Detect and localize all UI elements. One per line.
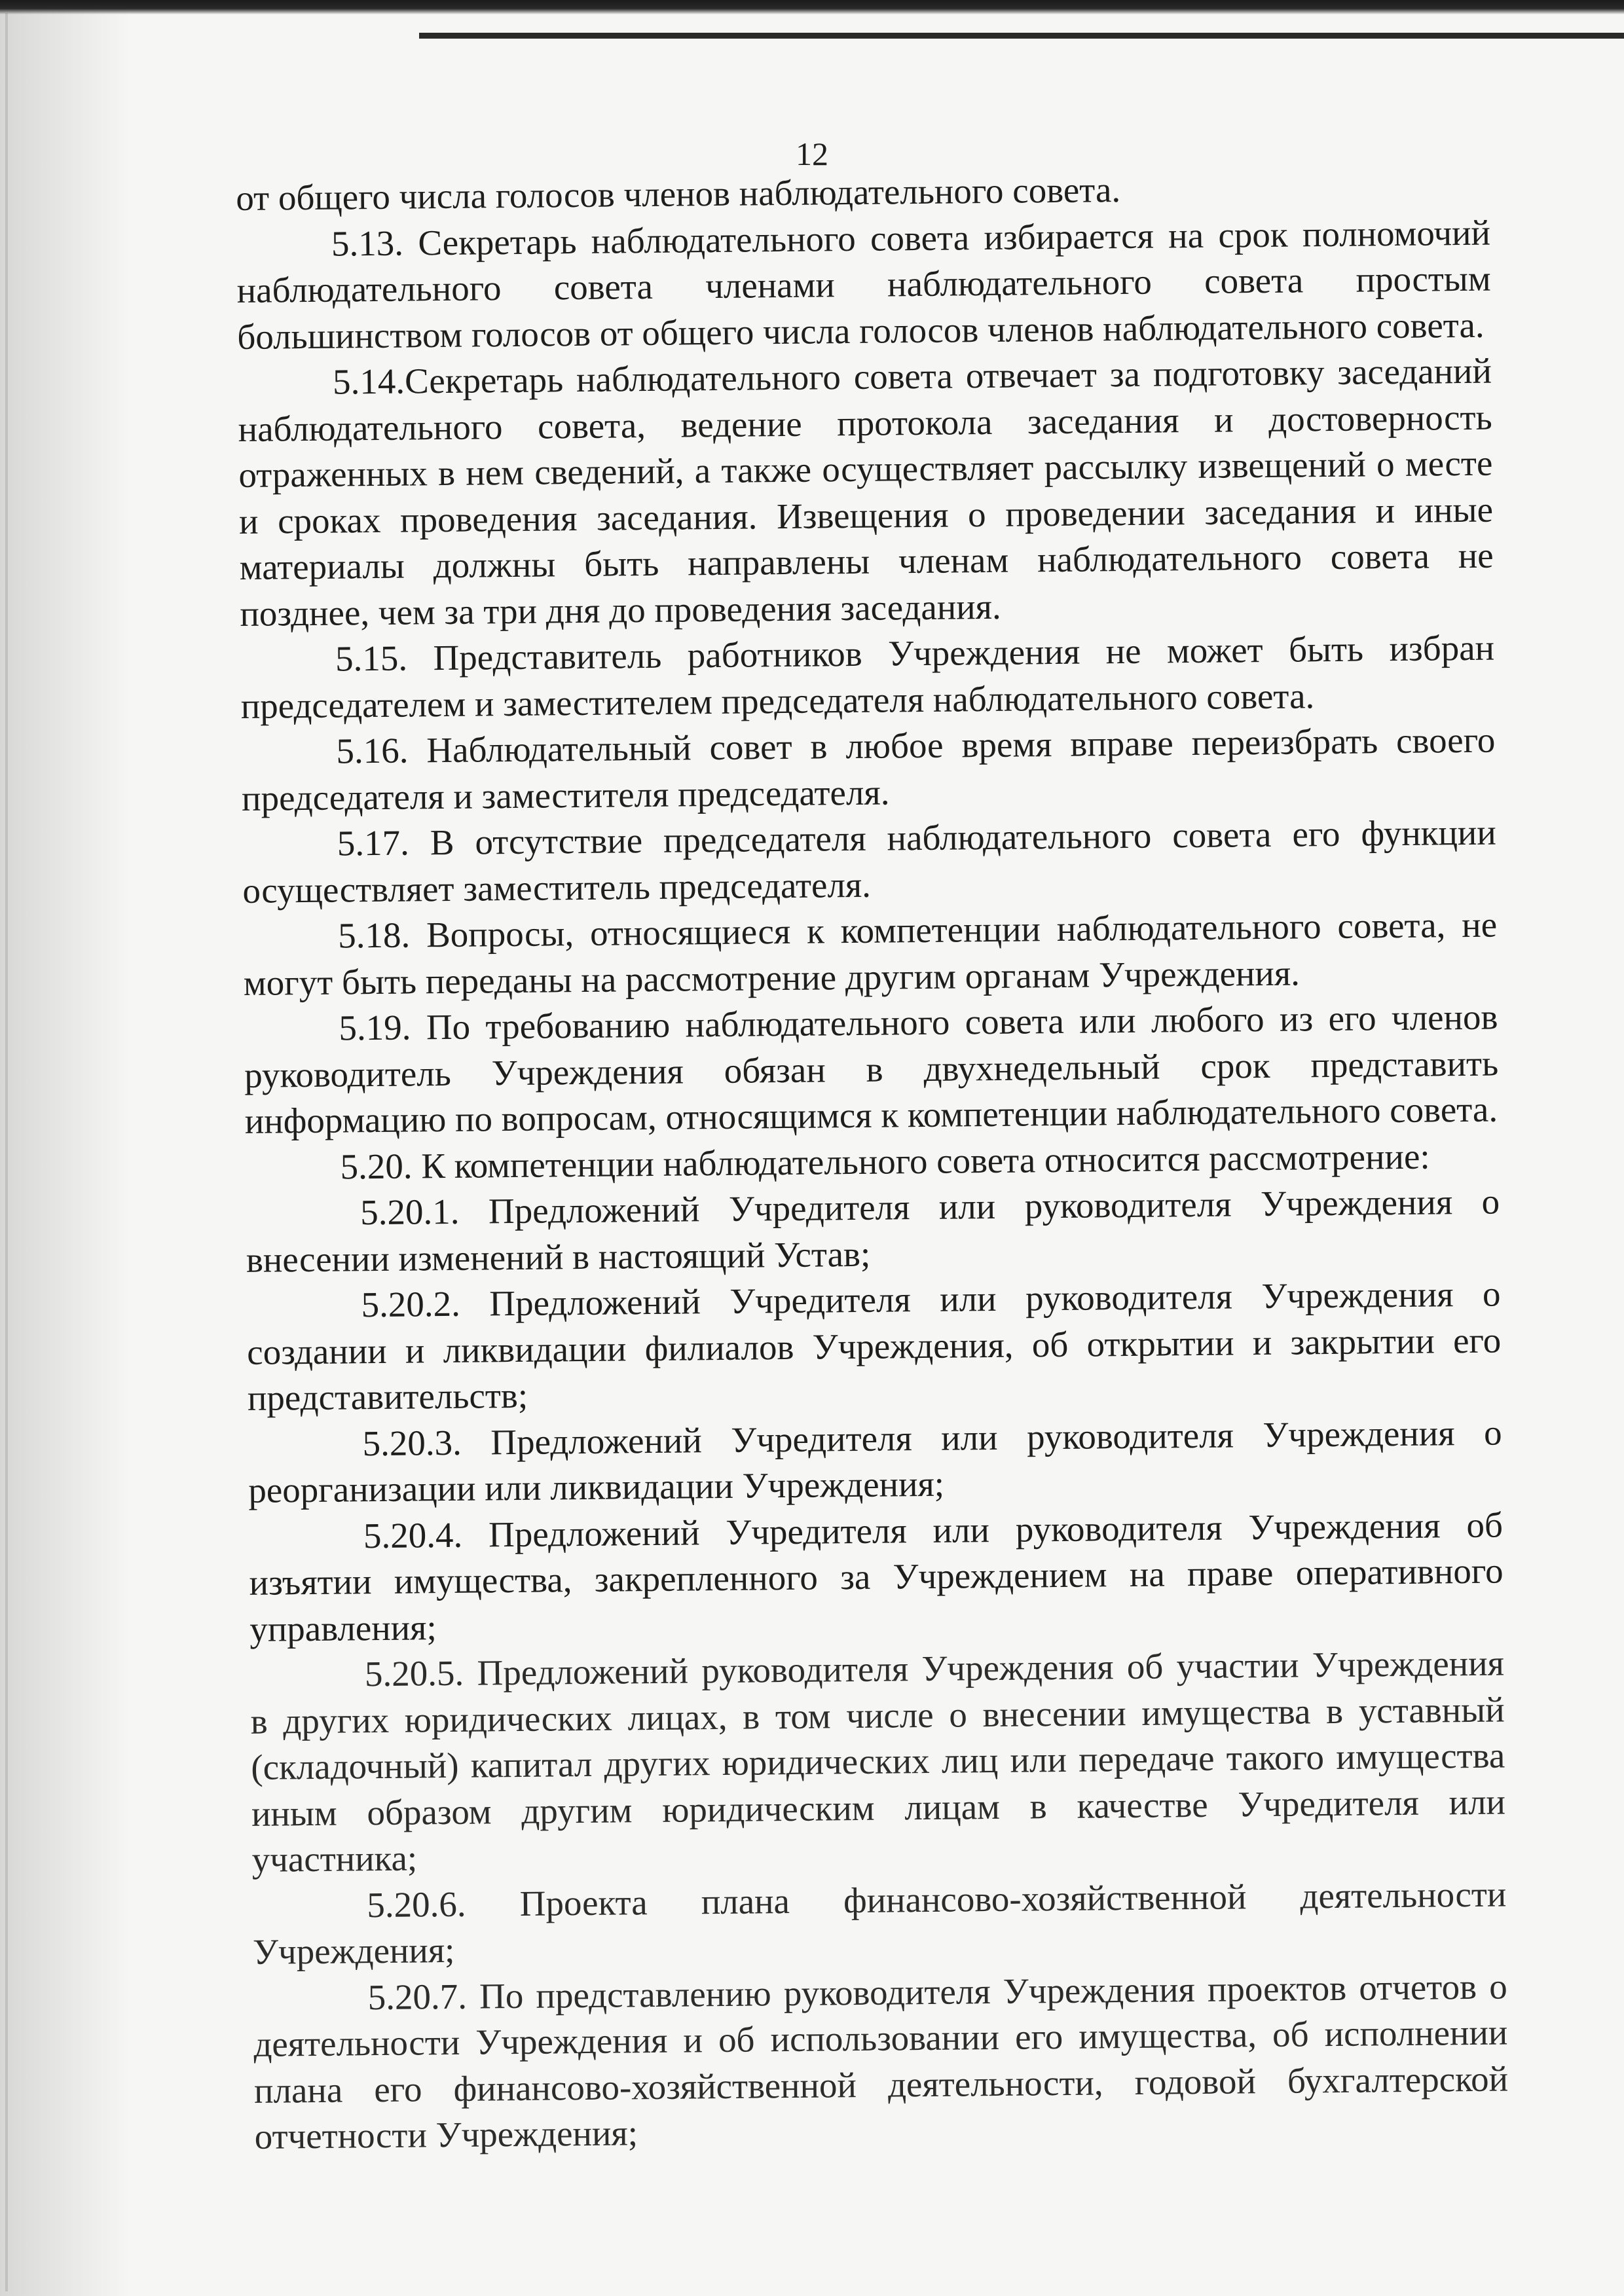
page-number: 12 bbox=[796, 136, 828, 172]
paragraph-5-17: 5.17. В отсутствие председателя наблюдательного совета его функции осуществляет заместитель председателя. bbox=[242, 812, 1497, 911]
paragraph-5-20-2: 5.20.2. Предложений Учредителя или руководителя Учреждения о создании и ликвидации филиалов Учреждения, об открытии и закрытии его представительств; bbox=[246, 1273, 1502, 1418]
paragraph-continuation: от общего числа голосов членов наблюдательного совета. bbox=[236, 170, 1121, 218]
scan-top-border bbox=[0, 0, 1624, 14]
paragraph-5-20-4: 5.20.4. Предложений Учредителя или руководителя Учреждения об изъятии имущества, закрепленного за Учреждением на праве оперативного управления; bbox=[249, 1504, 1504, 1649]
paragraph-5-20-1: 5.20.1. Предложений Учредителя или руководителя Учреждения о внесении изменений в настоящий Устав; bbox=[246, 1181, 1500, 1280]
paragraph-5-19: 5.19. По требованию наблюдательного совета или любого из его членов руководитель Учреждения обязан в двухнедельный срок представить информацию по вопросам, относящимся к компетенции наблюдательного совета. bbox=[244, 996, 1499, 1141]
document-body bbox=[236, 164, 1509, 2160]
paragraph-5-14: 5.14.Секретарь наблюдательного совета отвечает за подготовку заседаний наблюдательного совета, ведение протокола заседания и достоверность отраженных в нем сведений, а также осуществляет рассылку извещений о месте и сроках проведения заседания. Извещения о проведении заседания и иные материалы должны быть направлены членам наблюдательного совета не позднее, чем за три дня до проведения заседания. bbox=[238, 350, 1494, 634]
paragraph-5-13: 5.13. Секретарь наблюдательного совета избирается на срок полномочий наблюдательного совета членами наблюдательного совета простым большинством голосов от общего числа голосов членов наблюдательного совета. bbox=[236, 212, 1491, 357]
paragraph-5-15: 5.15. Представитель работников Учреждения не может быть избран председателем и заместителем председателя наблюдательного совета. bbox=[240, 627, 1495, 726]
scan-left-shadow bbox=[0, 0, 131, 2296]
paragraph-5-20-5: 5.20.5. Предложений руководителя Учреждения об участии Учреждения в других юридических лицах, в том числе о внесении имущества в уставный (складочный) капитал других юридических лиц или передаче такого имущества иным образом другим юридическим лицам в качестве Учредителя или участника; bbox=[250, 1643, 1506, 1880]
paragraph-5-18: 5.18. Вопросы, относящиеся к компетенции наблюдательного совета, не могут быть переданы на рассмотрение другим органам Учреждения. bbox=[243, 904, 1498, 1003]
paragraph-5-20-3: 5.20.3. Предложений Учредителя или руководителя Учреждения о реорганизации или ликвидации Учреждения; bbox=[248, 1412, 1502, 1510]
paragraph-5-20-6: 5.20.6. Проекта плана финансово-хозяйственной деятельности Учреждения; bbox=[252, 1873, 1507, 1972]
paragraph-5-20: 5.20. К компетенции наблюдательного совета относится рассмотрение: bbox=[340, 1136, 1430, 1187]
scan-top-rule bbox=[419, 33, 1624, 39]
paragraph-5-20-7: 5.20.7. По представлению руководителя Учреждения проектов отчетов о деятельности Учреждения и об использовании его имущества, об исполнении плана его финансово-хозяйственной деятельности, годовой бухгалтерской отчетности Учреждения; bbox=[253, 1965, 1509, 2157]
paragraph-5-16: 5.16. Наблюдательный совет в любое время вправе переизбрать своего председателя и заместителя председателя. bbox=[241, 720, 1496, 818]
scan-page-edge bbox=[5, 13, 8, 2291]
